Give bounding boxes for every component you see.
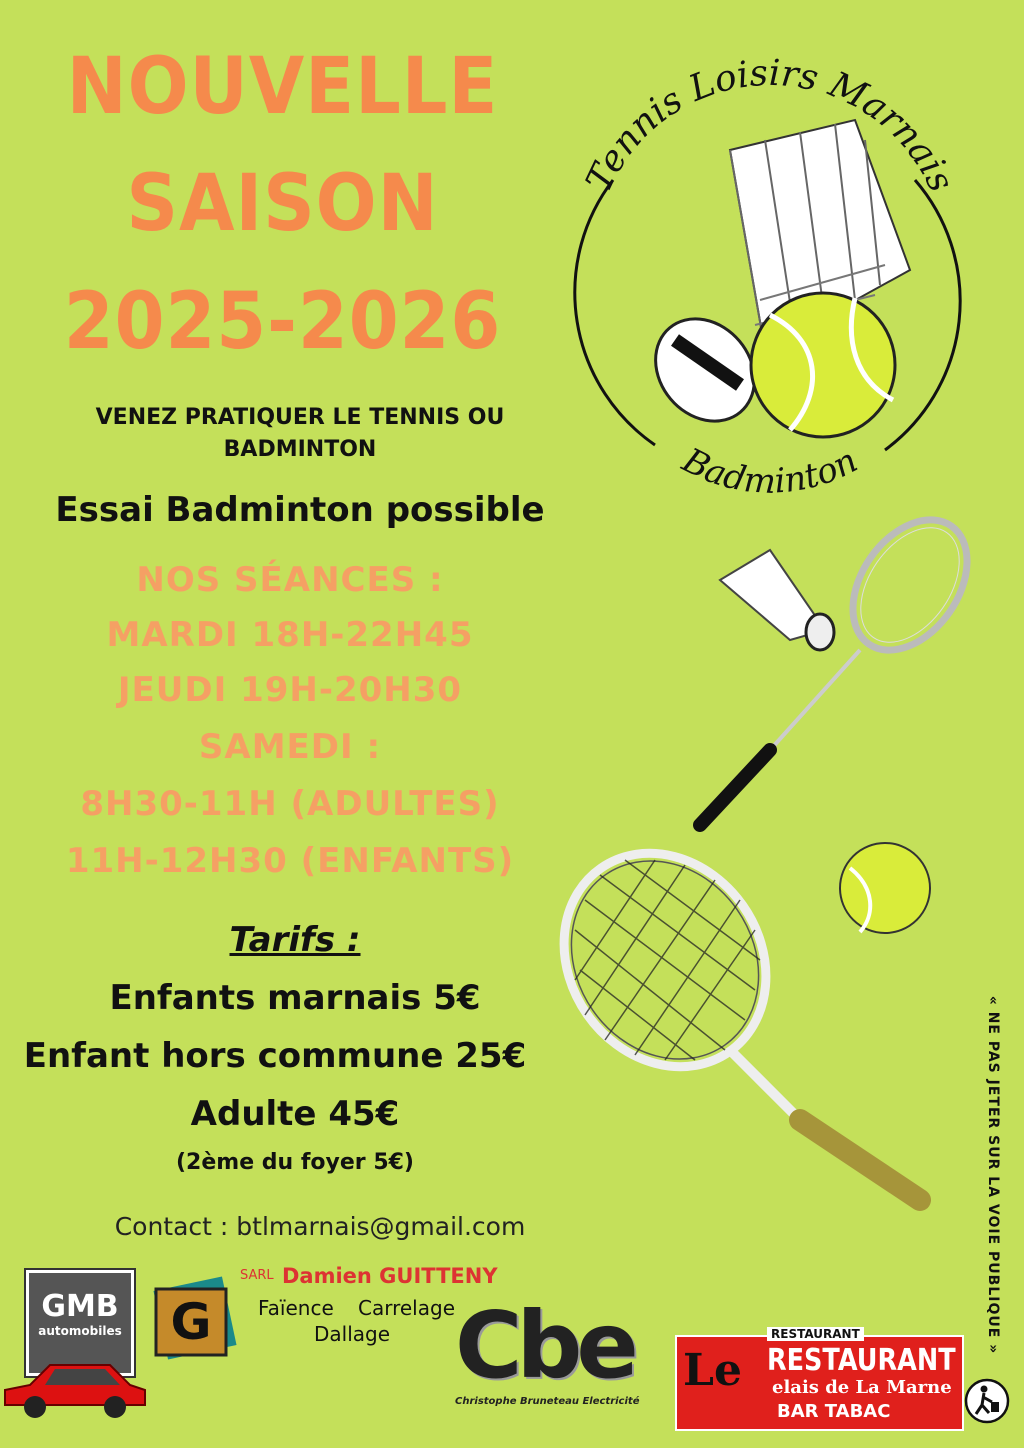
tennis-ball-icon xyxy=(751,293,895,437)
tidy-man-icon xyxy=(964,1378,1010,1424)
guitteny-line2: Dallage xyxy=(314,1322,391,1346)
seance-line: JEUDI 19H-20H30 xyxy=(117,670,463,710)
svg-text:Badminton xyxy=(675,440,864,500)
sponsor-relais-logo xyxy=(675,1327,964,1431)
vertical-note-text: « NE PAS JETER SUR LA VOIE PUBLIQUE » xyxy=(985,995,1001,1355)
relais-le: Le xyxy=(683,1345,742,1396)
small-shuttlecock-icon xyxy=(720,550,834,650)
guitteny-g-logo xyxy=(148,1275,243,1365)
tarif-note: (2ème du foyer 5€) xyxy=(176,1150,414,1175)
title-line-2: SAISON xyxy=(126,159,439,249)
seance-heading: NOS SÉANCES : xyxy=(136,560,444,600)
seance-line: SAMEDI : xyxy=(198,727,382,767)
logo-bottom-text: Badminton xyxy=(676,440,864,500)
tarif-item: Adulte 45€ xyxy=(190,1094,400,1134)
relais-name: RESTAURANT xyxy=(767,1343,956,1378)
club-logo xyxy=(555,40,975,500)
title-line-3: 2025-2026 xyxy=(63,277,502,367)
seance-line: 8H30-11H (ADULTES) xyxy=(80,784,500,824)
subtitle-line-2: BADMINTON xyxy=(223,437,377,462)
tarif-item: Enfant hors commune 25€ xyxy=(23,1036,527,1076)
subtitle-line-1: VENEZ PRATIQUER LE TENNIS OU xyxy=(95,405,505,430)
guitteny-name: Damien GUITTENY xyxy=(282,1264,498,1288)
tennis-ball-icon xyxy=(840,843,930,933)
guitteny-prefix: SARL xyxy=(240,1268,274,1283)
sponsor-cbe-logo xyxy=(455,1292,670,1425)
tarifs-heading: Tarifs : xyxy=(229,920,361,960)
red-car-icon xyxy=(0,1345,150,1425)
cbe-mark: Cbe xyxy=(455,1292,633,1399)
guitteny-line1a: Faïence xyxy=(258,1296,334,1320)
contact-email: Contact : btlmarnais@gmail.com xyxy=(114,1212,526,1241)
seance-line: 11H-12H30 (ENFANTS) xyxy=(65,841,515,881)
relais-line: elais de La Marne xyxy=(772,1377,952,1398)
vertical-note xyxy=(978,990,1008,1360)
logo-top-text: Tennis Loisirs Marnais xyxy=(578,52,962,199)
seance-line: MARDI 18H-22H45 xyxy=(106,615,474,655)
gmb-name: GMB xyxy=(41,1289,119,1324)
badminton-racket-icon xyxy=(680,510,990,840)
gmb-sub: automobiles xyxy=(38,1324,122,1338)
tarif-item: Enfants marnais 5€ xyxy=(109,978,481,1018)
relais-bottom: BAR TABAC xyxy=(777,1401,891,1422)
tennis-racket-icon xyxy=(545,840,945,1220)
title-line-1: NOUVELLE xyxy=(66,42,499,132)
cbe-sub: Christophe Bruneteau Electricité xyxy=(455,1396,640,1407)
guitteny-line1b: Carrelage xyxy=(358,1296,455,1320)
essai-text: Essai Badminton possible xyxy=(55,490,545,530)
guitteny-letter: G xyxy=(170,1293,212,1351)
relais-top: RESTAURANT xyxy=(767,1327,864,1341)
